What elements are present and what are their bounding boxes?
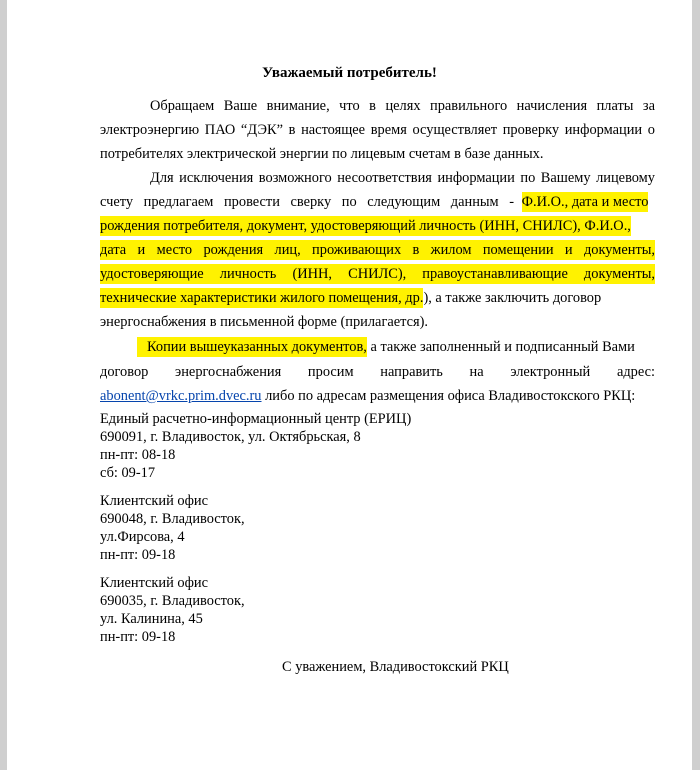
- highlighted-text: Копии вышеуказанных документов,: [137, 337, 367, 357]
- office-1-name: Единый расчетно-информационный центр (ЕРИЦ): [100, 411, 412, 427]
- email-link[interactable]: abonent@vrkc.prim.dvec.ru: [100, 388, 262, 404]
- paragraph-2-line-5: [100, 264, 655, 284]
- office-1-hours-saturday: сб: 09-17: [100, 465, 156, 481]
- paragraph-3-line-3: [100, 386, 655, 406]
- viewer-right-border: [692, 0, 700, 770]
- paragraph-2-line-6: [100, 288, 655, 308]
- paragraph-2-line-2: [100, 192, 655, 212]
- highlighted-text: удостоверяющие личность (ИНН, СНИЛС), правоустанавливающие документы,: [100, 266, 655, 282]
- paragraph-2-line-3: [100, 216, 655, 236]
- paragraph-3-line-1: [137, 337, 655, 357]
- highlighted-text: дата и место рождения лиц, проживающих в жилом помещении и документы,: [100, 242, 655, 258]
- highlighted-text: Ф.И.О., дата и место: [521, 194, 649, 210]
- paragraph-2-line-2-text: счету предлагаем провести сверку по следующим данным -: [100, 194, 515, 210]
- paragraph-3-line-3-text: либо по адресам размещения офиса Владивостокского РКЦ:: [265, 388, 636, 404]
- office-2-hours: пн-пт: 09-18: [100, 547, 176, 563]
- paragraph-3-line-1-text: а также заполненный и подписанный Вами: [370, 339, 635, 355]
- viewer-left-border: [0, 0, 7, 770]
- signature-text: С уважением, Владивостокский РКЦ: [282, 659, 509, 675]
- highlighted-text: рождения потребителя, документ, удостоверяющий личность (ИНН, СНИЛС), Ф.И.О.,: [100, 218, 631, 234]
- paragraph-1-line-2: электроэнергию ПАО “ДЭК” в настоящее время осуществляет проверку информации о: [100, 122, 655, 138]
- letter-title: Уважаемый потребитель!: [262, 65, 437, 81]
- document-page: [7, 0, 692, 770]
- office-3-hours: пн-пт: 09-18: [100, 629, 176, 645]
- paragraph-2-line-6-text: ), а также заключить договор: [423, 290, 602, 306]
- office-2-address-city: 690048, г. Владивосток,: [100, 511, 245, 527]
- office-2-address-street: ул.Фирсова, 4: [100, 529, 185, 545]
- office-1-address: 690091, г. Владивосток, ул. Октябрьская, 8: [100, 429, 361, 445]
- office-2-name: Клиентский офис: [100, 493, 209, 509]
- highlighted-text: технические характеристики жилого помещения, др.: [100, 290, 424, 306]
- paragraph-2-line-1: Для исключения возможного несоответствия информации по Вашему лицевому: [150, 170, 655, 186]
- paragraph-1-line-3: потребителях электрической энергии по лицевым счетам в базе данных.: [100, 146, 544, 162]
- office-1-hours-weekdays: пн-пт: 08-18: [100, 447, 176, 463]
- paragraph-3-line-2: договор энергоснабжения просим направить на электронный адрес:: [100, 364, 655, 380]
- paragraph-2-line-7: энергоснабжения в письменной форме (прилагается).: [100, 314, 428, 330]
- office-3-address-city: 690035, г. Владивосток,: [100, 593, 245, 609]
- paragraph-2-line-4: [100, 240, 655, 260]
- paragraph-1-line-1: Обращаем Ваше внимание, что в целях правильного начисления платы за: [150, 98, 655, 114]
- office-3-address-street: ул. Калинина, 45: [100, 611, 203, 627]
- office-3-name: Клиентский офис: [100, 575, 209, 591]
